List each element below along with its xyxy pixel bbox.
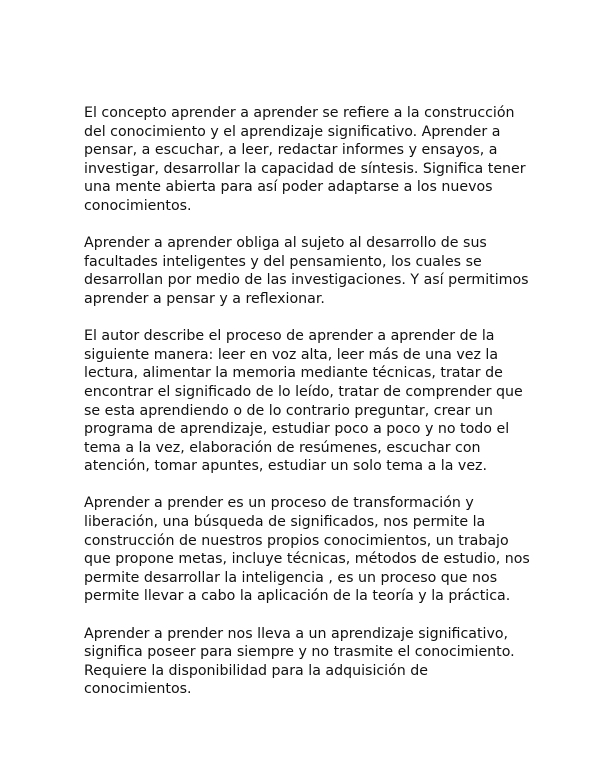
text-line: lectura, alimentar la memoria mediante técnicas, tratar de [84,365,503,382]
text-line: Aprender a prender nos lleva a un aprendizaje significativo, [84,625,509,642]
text-line: una mente abierta para así poder adaptarse a los nuevos [84,179,493,196]
text-line: siguiente manera: leer en voz alta, leer más de una vez la [84,346,499,363]
text-line: facultades inteligentes y del pensamiento, los cuales se [84,253,482,270]
paragraph-4 [84,494,530,606]
text-line: que propone metas, incluye técnicas, métodos de estudio, nos [84,551,530,568]
text-line: Requiere la disponibilidad para la adquisición de [84,662,429,679]
text-line: tema a la vez, elaboración de resúmenes, escuchar con [84,439,481,456]
text-line: investigar, desarrollar la capacidad de síntesis. Significa tener [84,160,526,177]
text-line: programa de aprendizaje, estudiar poco a poco y no todo el [84,421,510,438]
paragraph-3 [84,327,524,476]
document-body [84,104,530,718]
text-line: significa poseer para siempre y no trasmite el conocimiento. [84,644,515,661]
text-line: se esta aprendiendo o de lo contrario preguntar, crear un [84,402,493,419]
text-line: aprender a pensar y a reflexionar. [84,290,325,307]
paragraph-1 [84,104,524,216]
text-line: liberación, una búsqueda de significados, nos permite la [84,514,486,531]
text-line: El autor describe el proceso de aprender a aprender de la [84,328,495,345]
text-line: pensar, a escuchar, a leer, redactar informes y ensayos, a [84,142,498,159]
text-line: construcción de nuestros propios conocimientos, un trabajo [84,532,509,549]
text-line: Aprender a aprender obliga al sujeto al desarrollo de sus [84,235,487,252]
text-line: atención, tomar apuntes, estudiar un solo tema a la vez. [84,458,487,475]
paragraph-5 [84,625,524,699]
text-line: conocimientos. [84,197,192,214]
text-line: El concepto aprender a aprender se refiere a la construcción [84,105,515,121]
text-line: del conocimiento y el aprendizaje significativo. Aprender a [84,123,501,140]
text-line: permite desarrollar la inteligencia , es un proceso que nos [84,569,498,586]
paragraph-2 [84,234,529,308]
text-line: Aprender a prender es un proceso de transformación y [84,495,474,512]
text-line: desarrollan por medio de las investigaciones. Y así permitimos [84,272,529,289]
text-line: conocimientos. [84,681,192,698]
text-line: permite llevar a cabo la aplicación de la teoría y la práctica. [84,588,511,605]
text-line: encontrar el significado de lo leído, tratar de comprender que [84,383,523,400]
